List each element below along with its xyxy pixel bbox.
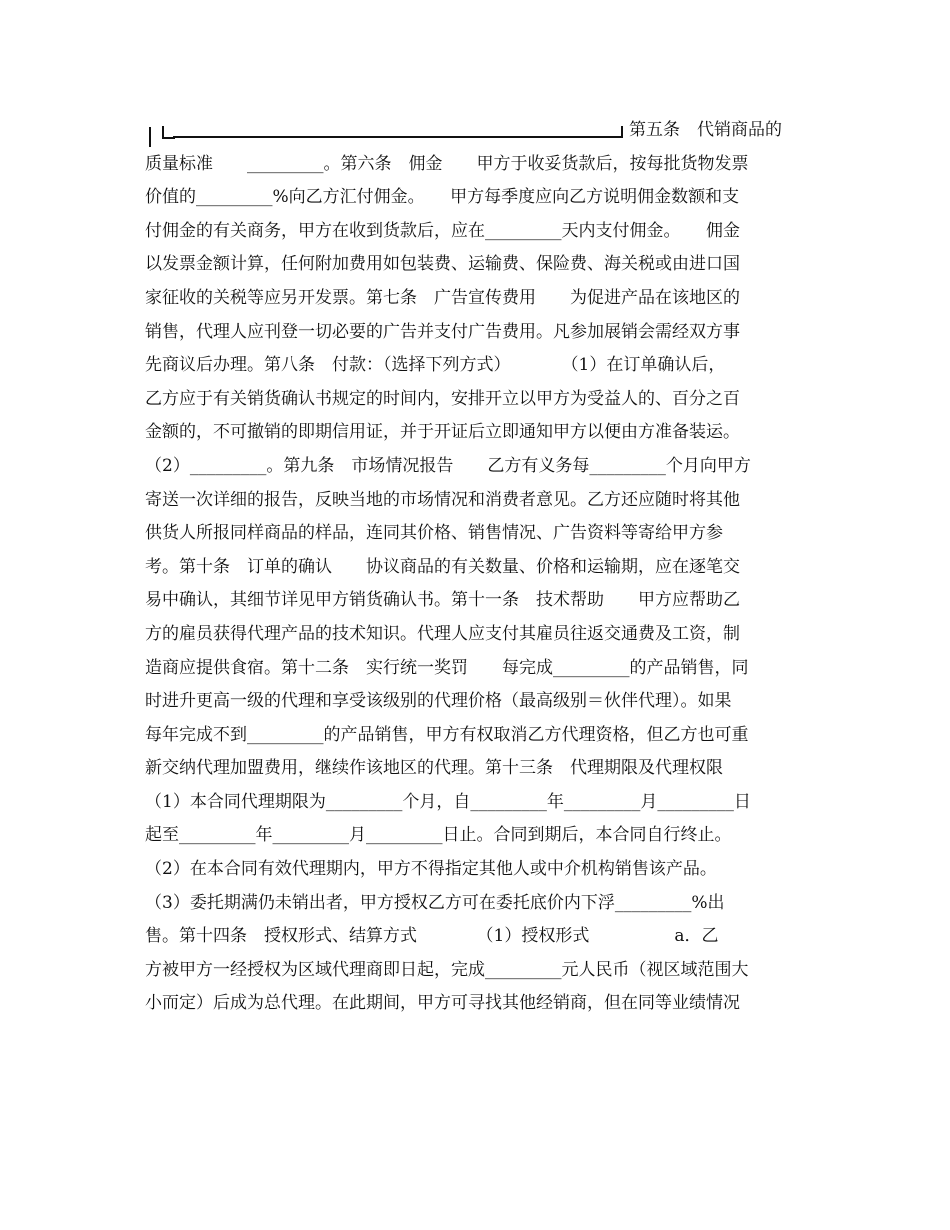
text-line-9: 乙方应于有关销货确认书规定的时间内，安排开立以甲方为受益人的、百分之百	[145, 388, 740, 409]
table-end-rule	[621, 126, 623, 138]
text-line-25: 售。第十四条 授权形式、结算方式 （1）授权形式 a．乙	[145, 926, 719, 947]
text-line-18: 时进升更高一级的代理和享受该级别的代理价格（最高级别＝伙伴代理）。如果	[145, 691, 732, 712]
text-line-27: 小而定）后成为总代理。在此期间，甲方可寻找其他经销商，但在同等业绩情况	[145, 993, 740, 1014]
table-vertical-rule	[149, 127, 151, 147]
text-line-8: 先商议后办理。第八条 付款：（选择下列方式） （1）在订单确认后，	[145, 355, 726, 376]
text-line-23: （2）在本合同有效代理期内，甲方不得指定其他人或中介机构销售该产品。	[145, 859, 717, 880]
text-line-1	[145, 114, 810, 148]
text-line-26: 方被甲方一经授权为区域代理商即日起，完成_________元人民币（视区域范围大	[145, 959, 749, 980]
text-line-6: 家征收的关税等应另开发票。第七条 广告宣传费用 为促进产品在该地区的	[145, 287, 740, 308]
text-line-24: （3）委托期满仍未销出者，甲方授权乙方可在委托底价内下浮_________%出	[145, 892, 725, 913]
text-line-2: 质量标准 _________。第六条 佣金 甲方于收妥货款后，按每批货物发票	[145, 153, 749, 174]
text-line-16: 方的雇员获得代理产品的技术知识。代理人应支付其雇员往返交通费及工资，制	[145, 623, 740, 644]
text-line-11: （2）_________。第九条 市场情况报告 乙方有义务每_________个月向甲方	[145, 455, 751, 476]
text-line-22: 起至_________年_________月_________日止。合同到期后，本合同自行终止。	[145, 825, 732, 846]
text-line-15: 易中确认，其细节详见甲方销货确认书。第十一条 技术帮助 甲方应帮助乙	[145, 590, 740, 611]
text-line-10: 金额的，不可撤销的即期信用证，并于开证后立即通知甲方以便由方准备装运。	[145, 422, 740, 443]
text-line-14: 考。第十条 订单的确认 协议商品的有关数量、价格和运输期，应在逐笔交	[145, 556, 740, 577]
text-line-13: 供货人所报同样商品的样品，连同其价格、销售情况、广告资料等寄给甲方参	[145, 523, 723, 544]
text-line-12: 寄送一次详细的报告，反映当地的市场情况和消费者意见。乙方还应随时将其他	[145, 489, 740, 510]
text-line-4: 付佣金的有关商务，甲方在收到货款后，应在_________天内支付佣金。 佣金	[145, 220, 740, 241]
line-text: 第五条 代销商品的	[629, 120, 782, 140]
text-line-20: 新交纳代理加盟费用，继续作该地区的代理。第十三条 代理期限及代理权限	[145, 758, 723, 779]
text-line-17: 造商应提供食宿。第十二条 实行统一奖罚 每完成_________的产品销售，同	[145, 657, 749, 678]
table-horizontal-rule	[173, 136, 623, 138]
text-line-7: 销售，代理人应刊登一切必要的广告并支付广告费用。凡参加展销会需经双方事	[145, 321, 740, 342]
text-line-3: 价值的_________%向乙方汇付佣金。 甲方每季度应向乙方说明佣金数额和支	[145, 187, 740, 208]
text-line-19: 每年完成不到_________的产品销售，甲方有权取消乙方代理资格，但乙方也可重	[145, 724, 749, 745]
text-line-5: 以发票金额计算，任何附加费用如包装费、运输费、保险费、海关税或由进口国	[145, 254, 740, 275]
text-line-21: （1）本合同代理期限为_________个月，自_________年_________月_________日	[145, 791, 751, 812]
contract-body	[145, 114, 810, 1021]
table-border-fragment	[145, 120, 188, 142]
